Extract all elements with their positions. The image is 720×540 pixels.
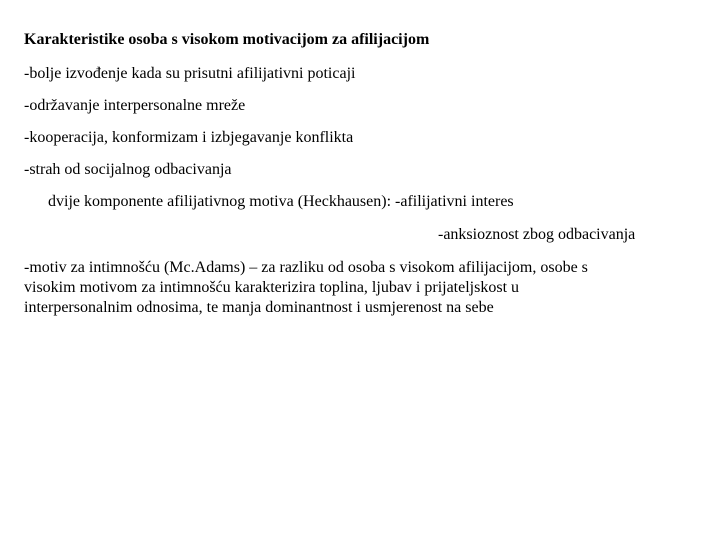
intimacy-paragraph: [24, 258, 664, 318]
components-second: -anksioznost zbog odbacivanja: [438, 226, 636, 243]
bullet-item: -kooperacija, konformizam i izbjegavanje konflikta: [24, 129, 354, 146]
bullet-item: -održavanje interpersonalne mreže: [24, 97, 246, 114]
document-title: Karakteristike osoba s visokom motivacijom za afilijacijom: [24, 31, 430, 48]
bullet-item: -strah od socijalnog odbacivanja: [24, 161, 232, 178]
components-line: dvije komponente afilijativnog motiva (Heckhausen): -afilijativni interes: [48, 193, 514, 210]
paragraph-line: -motiv za intimnošću (Mc.Adams) – za razliku od osoba s visokom afilijacijom, osobe s: [24, 259, 588, 276]
paragraph-line: visokim motivom za intimnošću karakterizira toplina, ljubav i prijateljskost u: [24, 279, 520, 296]
bullet-item: -bolje izvođenje kada su prisutni afilijativni poticaji: [24, 65, 356, 82]
paragraph-line: interpersonalnim odnosima, te manja dominantnost i usmjerenost na sebe: [24, 299, 494, 316]
